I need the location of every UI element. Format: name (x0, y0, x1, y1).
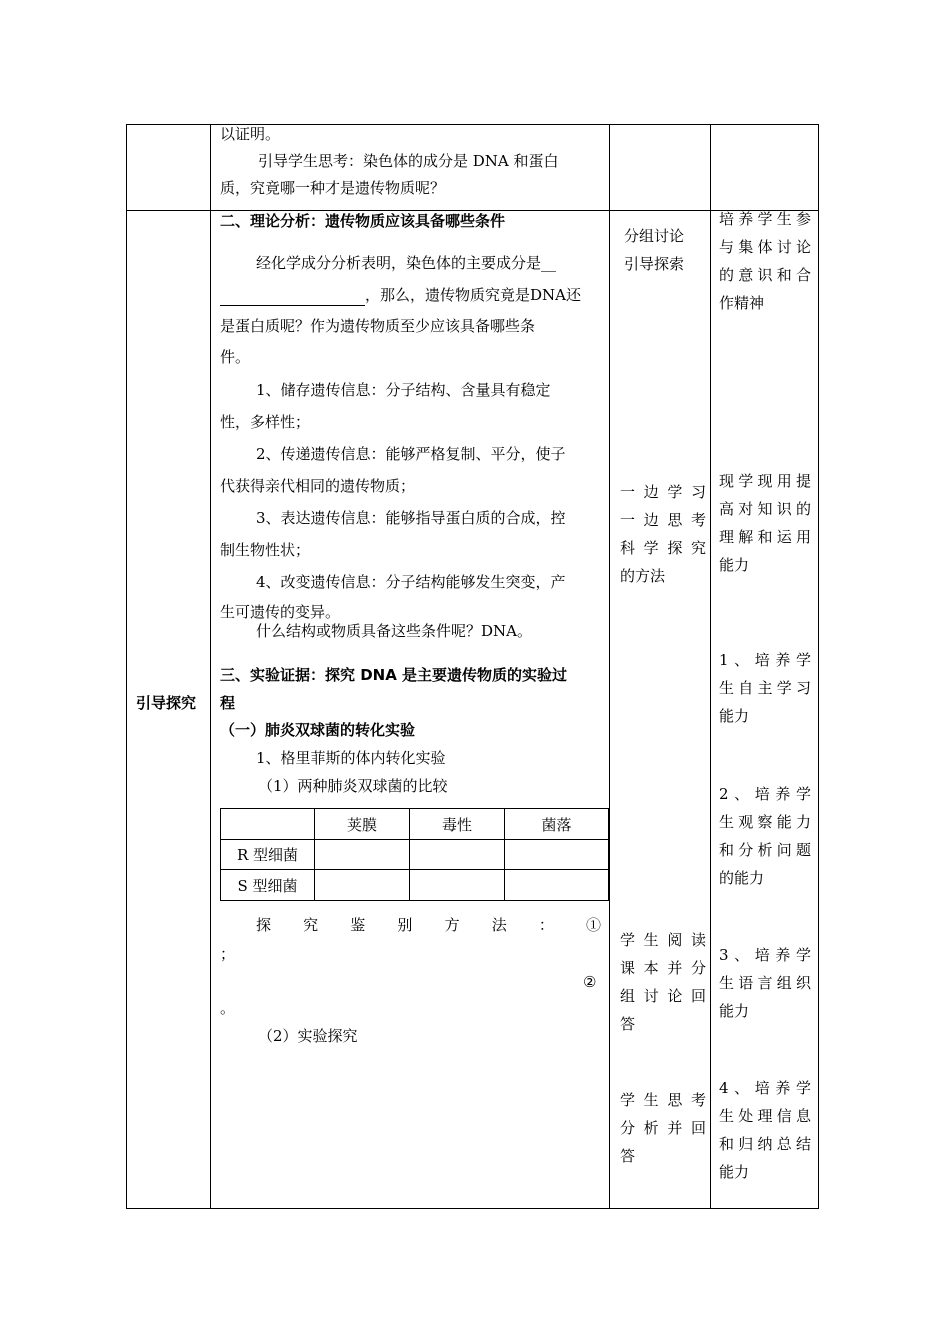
section-label: 引导探究 (136, 694, 197, 712)
paragraph-line-3: 是蛋白质呢？作为遗传物质至少应该具备哪些条 (220, 317, 536, 335)
method-text: 分析并回 (620, 1119, 706, 1137)
table-left-border (126, 124, 127, 1209)
condition-2-line-1: 2、传递遗传信息：能够严格复制、平分，使子 (256, 445, 566, 463)
goal-text: 培养学生参 (719, 210, 811, 228)
method-line: 探究鉴别方法：① (256, 916, 601, 934)
item-griffith: 1、格里菲斯的体内转化实验 (256, 749, 446, 767)
goal-text: 与集体讨论 (719, 238, 811, 256)
method-semicolon: ； (220, 945, 236, 963)
condition-2-line-2: 代获得亲代相同的遗传物质； (220, 477, 416, 495)
paragraph-line-2 (220, 285, 581, 306)
paragraph-line-4: 件。 (220, 348, 251, 366)
goal-self-study (719, 646, 811, 730)
table-row (221, 840, 609, 870)
goal-language (719, 941, 811, 1025)
goal-text: 能力 (719, 1163, 750, 1181)
table-right-border (818, 124, 819, 1209)
row-label-r-type: R 型细菌 (221, 840, 315, 870)
method-circle-2: ② (583, 973, 597, 991)
condition-4-line-2: 生可遗传的变异。 (220, 603, 341, 621)
header-cell-empty (221, 809, 315, 840)
method-text: 一边思考 (620, 511, 706, 529)
condition-1-line-1: 1、储存遗传信息：分子结构、含量具有稳定 (256, 381, 551, 399)
condition-3-line-1: 3、表达遗传信息：能够指导蛋白质的合成，控 (256, 509, 566, 527)
goal-text: 和分析问题 (719, 841, 811, 859)
goal-text: 能力 (719, 556, 750, 574)
goal-text: 能力 (719, 707, 750, 725)
goal-text: 1、培养学 (719, 651, 811, 669)
goal-text: 生语言组织 (719, 974, 811, 992)
table-bottom-border (126, 1208, 819, 1209)
goal-text: 的意识和合 (719, 266, 811, 284)
method-learn-think (620, 478, 706, 590)
goal-text: 的能力 (719, 869, 765, 887)
method-text: 答 (620, 1147, 636, 1165)
cell-s-colony[interactable] (505, 870, 609, 901)
goal-text: 作精神 (719, 294, 765, 312)
goal-teamwork (719, 205, 811, 317)
goal-text: 现学现用提 (719, 472, 811, 490)
goal-text: 高对知识的 (719, 500, 811, 518)
condition-1-line-2: 性，多样性； (220, 413, 311, 431)
column-divider-3 (710, 124, 711, 1209)
condition-4-line-1: 4、改变遗传信息：分子结构能够发生突变，产 (256, 573, 566, 591)
top-row-line-1: 以证明。 (220, 125, 281, 143)
header-cell-virulence: 毒性 (410, 809, 505, 840)
goal-text: 生处理信息 (719, 1107, 811, 1125)
goal-text: 和归纳总结 (719, 1135, 811, 1153)
heading-theory-analysis: 二、理论分析：遗传物质应该具备哪些条件 (220, 212, 506, 230)
cell-r-colony[interactable] (505, 840, 609, 870)
comparison-header-row (221, 809, 609, 840)
paragraph-line-1: 经化学成分分析表明，染色体的主要成分是__ (256, 254, 557, 272)
table-row (221, 870, 609, 901)
method-text: 的方法 (620, 567, 666, 585)
method-text: 答 (620, 1015, 636, 1033)
goal-text: 3、培养学 (719, 946, 811, 964)
top-row-line-3: 质，究竟哪一种才是遗传物质呢？ (220, 179, 446, 197)
fill-in-blank[interactable] (220, 285, 365, 306)
method-text: 一边学习 (620, 483, 706, 501)
header-cell-colony: 菌落 (505, 809, 609, 840)
item-compare: （1）两种肺炎双球菌的比较 (258, 777, 448, 795)
method-text: 学生思考 (620, 1091, 706, 1109)
paragraph-line-2-text: ，那么，遗传物质究竟是DNA还 (365, 286, 581, 304)
cell-s-virulence[interactable] (410, 870, 505, 901)
goal-text: 4、培养学 (719, 1079, 811, 1097)
goal-text: 能力 (719, 1002, 750, 1020)
heading-experiment-evidence: 三、实验证据：探究 DNA 是主要遗传物质的实验过 (220, 666, 568, 684)
cell-r-capsule[interactable] (315, 840, 410, 870)
goal-text: 理解和运用 (719, 528, 811, 546)
method-think-answer (620, 1086, 706, 1170)
heading-experiment-evidence-cont: 程 (220, 694, 236, 712)
subheading-transformation: （一）肺炎双球菌的转化实验 (220, 721, 416, 739)
column-divider-1 (210, 124, 211, 1209)
goal-text: 生观察能力 (719, 813, 811, 831)
method-period: 。 (220, 999, 236, 1017)
comparison-table (220, 808, 609, 901)
goal-observation (719, 780, 811, 892)
cell-s-capsule[interactable] (315, 870, 410, 901)
goal-text: 2、培养学 (719, 785, 811, 803)
goal-text: 生自主学习 (719, 679, 811, 697)
method-group-discussion (624, 222, 710, 278)
column-divider-2 (609, 124, 610, 1209)
method-text: 学生阅读 (620, 931, 706, 949)
method-text: 组讨论回 (620, 987, 706, 1005)
method-text: 科学探究 (620, 539, 706, 557)
method-text: 课本并分 (620, 959, 706, 977)
item-experiment: （2）实验探究 (258, 1027, 358, 1045)
question-line: 什么结构或物质具备这些条件呢？DNA。 (256, 622, 532, 640)
method-read-discuss (620, 926, 706, 1038)
method-text: 分组讨论 (624, 227, 685, 245)
cell-r-virulence[interactable] (410, 840, 505, 870)
top-row-line-2: 引导学生思考：染色体的成分是 DNA 和蛋白 (258, 152, 559, 170)
goal-apply-knowledge (719, 467, 811, 579)
condition-3-line-2: 制生物性状； (220, 541, 311, 559)
goal-information (719, 1074, 811, 1186)
method-text: 引导探索 (624, 255, 685, 273)
header-cell-capsule: 荚膜 (315, 809, 410, 840)
row-label-s-type: S 型细菌 (221, 870, 315, 901)
